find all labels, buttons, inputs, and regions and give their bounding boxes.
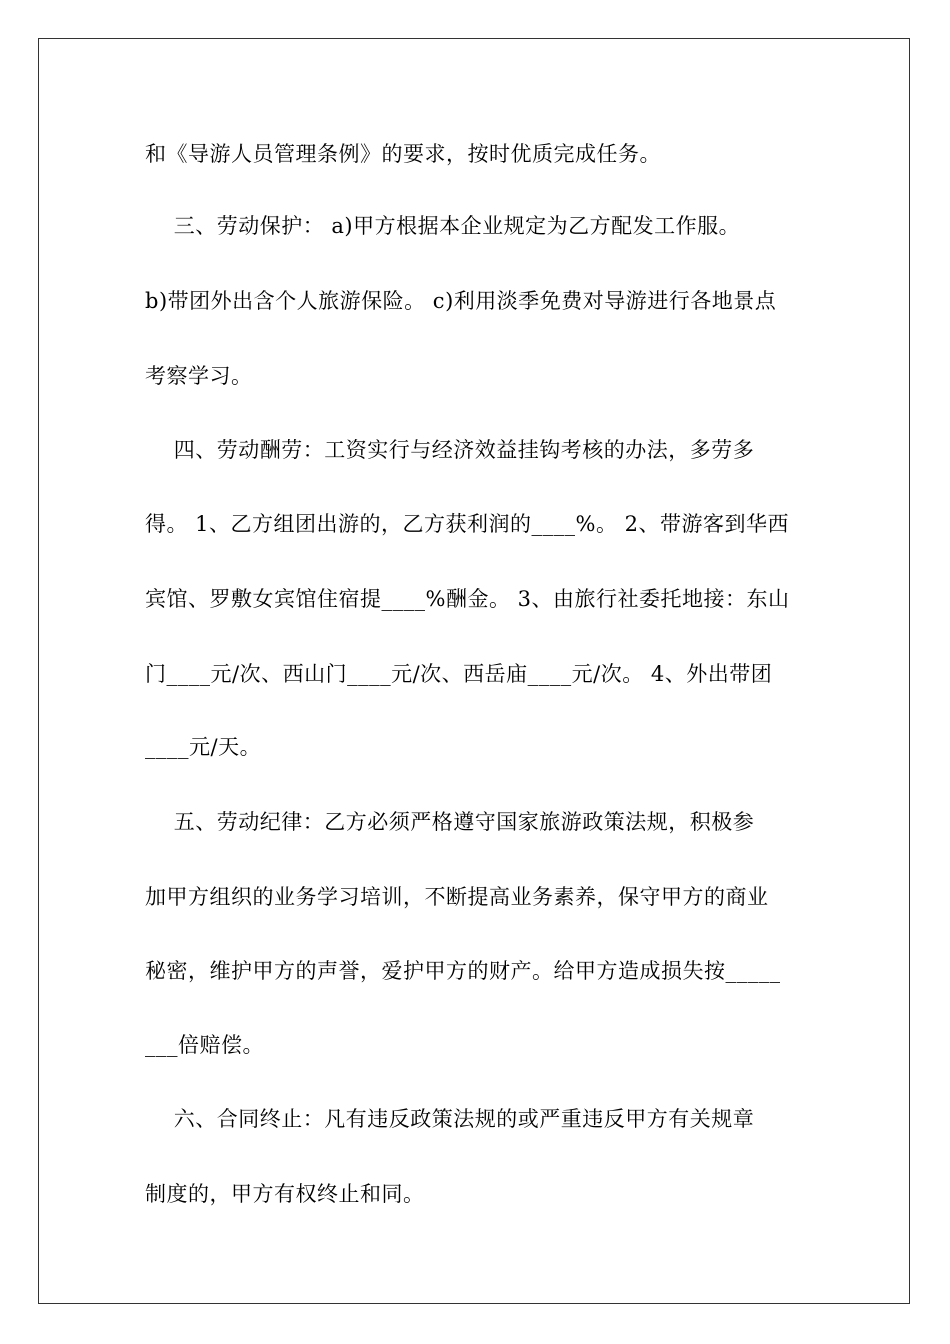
text-line: 制度的，甲方有权终止和同。 xyxy=(145,1182,425,1206)
text-line: 秘密，维护甲方的声誉，爱护甲方的财产。给甲方造成损失按_____ xyxy=(145,959,781,983)
text-line: b)带团外出含个人旅游保险。 c)利用淡季免费对导游进行各地景点 xyxy=(145,289,777,313)
text-line: 得。 1、乙方组团出游的，乙方获利润的____%。 2、带游客到华西 xyxy=(145,512,790,536)
text-line: 门____元/次、西山门____元/次、西岳庙____元/次。 4、外出带团 xyxy=(145,662,773,686)
text-line: 和《导游人员管理条例》的要求，按时优质完成任务。 xyxy=(145,142,661,166)
text-line: 六、合同终止：凡有违反政策法规的或严重违反甲方有关规章 xyxy=(145,1107,755,1131)
text-line: ___倍赔偿。 xyxy=(145,1033,264,1057)
text-line: 考察学习。 xyxy=(145,364,253,388)
text-line: 三、劳动保护： a)甲方根据本企业规定为乙方配发工作服。 xyxy=(145,214,741,238)
text-line: ____元/天。 xyxy=(145,735,262,759)
text-line: 五、劳动纪律：乙方必须严格遵守国家旅游政策法规，积极参 xyxy=(145,810,755,834)
text-line: 宾馆、罗敷女宾馆住宿提____%酬金。 3、由旅行社委托地接：东山 xyxy=(145,587,790,611)
text-line: 四、劳动酬劳：工资实行与经济效益挂钩考核的办法，多劳多 xyxy=(145,438,755,462)
text-line: 加甲方组织的业务学习培训，不断提高业务素养，保守甲方的商业 xyxy=(145,885,769,909)
